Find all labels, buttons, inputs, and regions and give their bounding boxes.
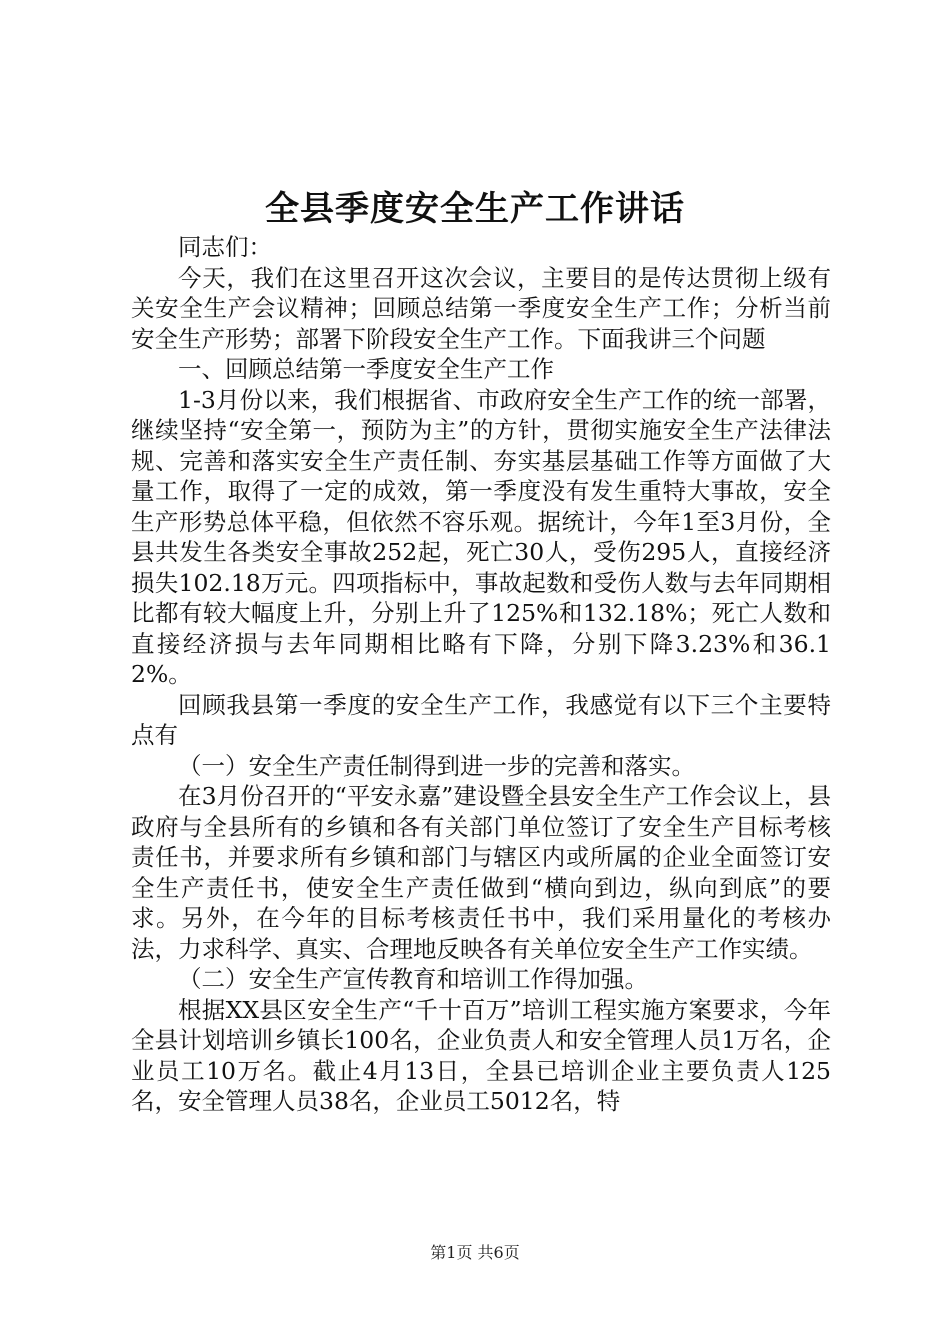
paragraph-summary: 1-3月份以来，我们根据省、市政府安全生产工作的统一部署，继续坚持“安全第一，预防为主”的方针，贯彻实施安全生产法律法规、完善和落实安全生产责任制、夯实基层基础工作等方面做了大量工作，取得了一定的成效，第一季度没有发生重特大事故，安全生产形势总体平稳，但依然不容乐观。据统计，今年1至3月份，全县共发生各类安全事故252起，死亡30人，受伤295人，直接经济损失102.18万元。四项指标中，事故起数和受伤人数与去年同期相比都有较大幅度上升，分别上升了125%和132.18%；死亡人数和直接经济损与去年同期相比略有下降，分别下降3.23%和36.12%。 (131, 385, 831, 688)
page-number-footer: 第1页 共6页 (430, 1243, 520, 1262)
paragraph-intro: 今天，我们在这里召开这次会议，主要目的是传达贯彻上级有关安全生产会议精神；回顾总结第一季度安全生产工作；分析当前安全生产形势；部署下阶段安全生产工作。下面我讲三个问题 (131, 263, 831, 353)
document-title: 全县季度安全生产工作讲话 (265, 189, 685, 229)
paragraph-greeting: 同志们： (178, 233, 272, 261)
section-heading-1: 一、回顾总结第一季度安全生产工作 (178, 355, 554, 383)
paragraph-responsibility: 在3月份召开的“平安永嘉”建设暨全县安全生产工作会议上，县政府与全县所有的乡镇和各有关部门单位签订了安全生产目标考核责任书，并要求所有乡镇和部门与辖区内或所属的企业全面签订安全生产责任书，使安全生产责任做到“横向到边，纵向到底”的要求。另外，在今年的目标考核责任书中，我们采用量化的考核办法，力求科学、真实、合理地反映各有关单位安全生产工作实绩。 (131, 782, 831, 963)
document-body (131, 232, 831, 1117)
paragraph-training: 根据XX县区安全生产“千十百万”培训工程实施方案要求，今年全县计划培训乡镇长100名，企业负责人和安全管理人员1万名，企业员工10万名。截止4月13日，全县已培训企业主要负责人125名，安全管理人员38名，企业员工5012名，特 (131, 995, 831, 1115)
subheading-1: （一）安全生产责任制得到进一步的完善和落实。 (178, 751, 695, 780)
subheading-2: （二）安全生产宣传教育和培训工作得加强。 (178, 965, 648, 993)
paragraph-review: 回顾我县第一季度的安全生产工作，我感觉有以下三个主要特点有 (131, 690, 831, 749)
